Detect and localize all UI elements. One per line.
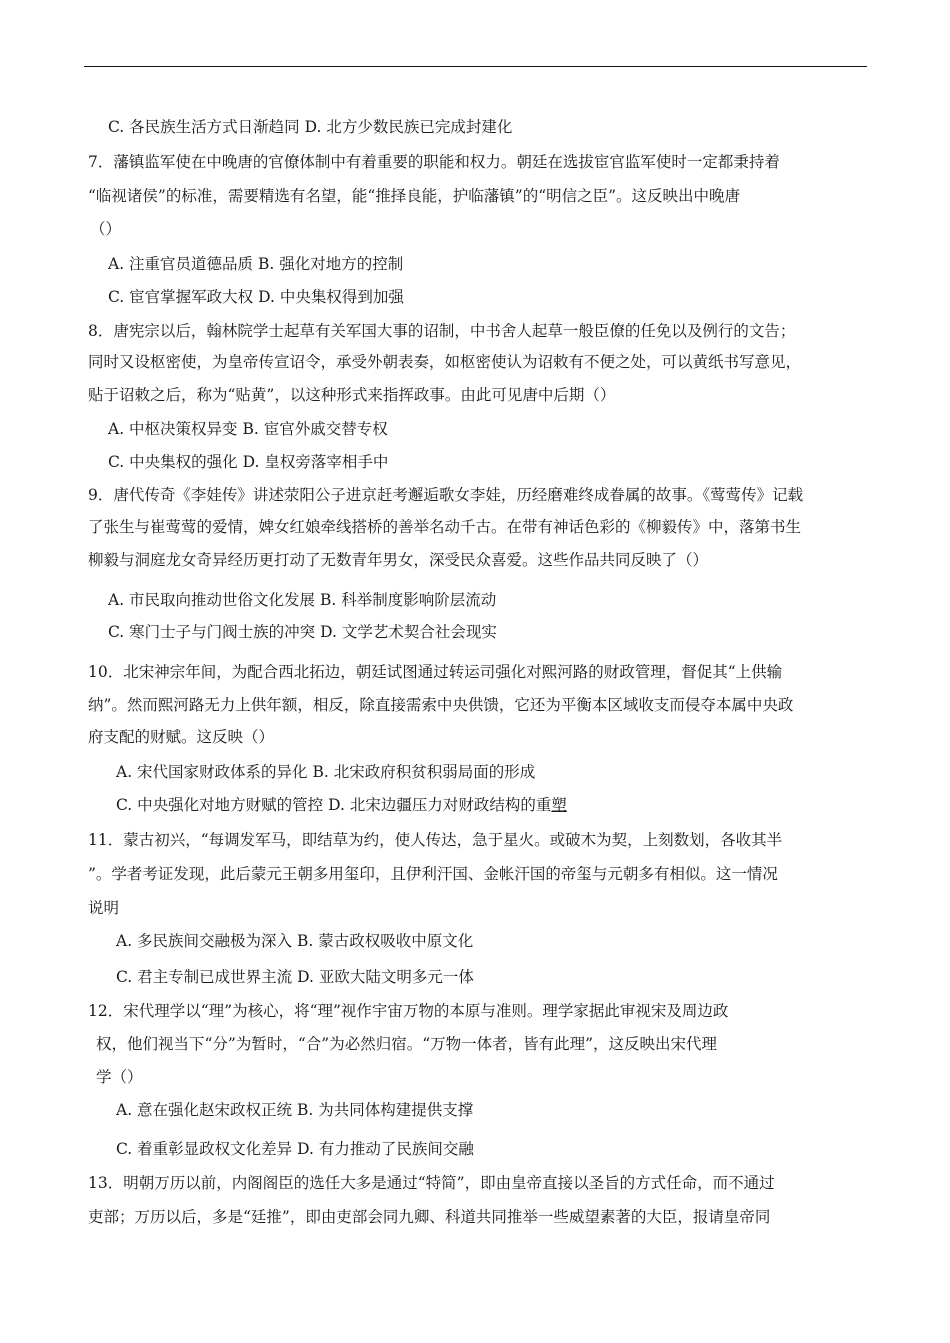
q10-stem-line-1: 10．北宋神宗年间，为配合西北拓边，朝廷试图通过转运司强化对熙河路的财政管理，督促其“上供输 (88, 663, 783, 681)
q13-stem-line-1: 13．明朝万历以前，内阁阁臣的选任大多是通过“特简”，即由皇帝直接以圣旨的方式任命，而不通过 (88, 1174, 775, 1192)
q13-stem-line-2: 吏部；万历以后，多是“廷推”，即由吏部会同九卿、科道共同推举一些威望素著的大臣，报请皇帝同 (88, 1208, 771, 1226)
q10-options-ab: A. 宋代国家财政体系的异化 B. 北宋政府积贫积弱局面的形成 (116, 763, 536, 781)
q9-stem-line-3: 柳毅与洞庭龙女奇异经历更打动了无数青年男女，深受民众喜爱。这些作品共同反映了（） (88, 551, 709, 569)
q12-stem-line-2: 权，他们视当下“分”为暂时，“合”为必然归宿。“万物一体者，皆有此理”，这反映出宋代理 (96, 1035, 718, 1053)
q11-options-cd: C. 君主专制已成世界主流 D. 亚欧大陆文明多元一体 (116, 968, 474, 986)
q11-stem-line-1: 11．蒙古初兴，“每调发军马，即结草为约，使人传达，急于星火。或破木为契，上刻数划，各收其半 (88, 831, 783, 849)
q9-stem-line-2: 了张生与崔莺莺的爱情，婢女红娘牵线搭桥的善举名动千古。在带有神话色彩的《柳毅传》中，落第书生 (88, 518, 802, 536)
q7-stem-line-1: 7．藩镇监军使在中晚唐的官僚体制中有着重要的职能和权力。朝廷在选拔宦官监军使时一定都秉持着 (88, 153, 780, 171)
q7-stem-line-3: （） (90, 220, 122, 238)
q12-stem-line-1: 12．宋代理学以“理”为核心，将“理”视作宇宙万物的本原与准则。理学家据此审视宋及周边政 (88, 1002, 729, 1020)
q8-stem-line-1: 8．唐宪宗以后，翰林院学士起草有关军国大事的诏制，中书舍人起草一般臣僚的任免以及例行的文告； (88, 322, 796, 340)
q7-options-ab: A. 注重官员道德品质 B. 强化对地方的控制 (108, 255, 404, 273)
q8-stem-line-3: 贴于诏敕之后，称为“贴黄”，以这种形式来指挥政事。由此可见唐中后期（） (88, 386, 616, 404)
q7-stem-line-2: “临视诸侯”的标准，需要精选有名望，能“推择良能，护临藩镇”的“明信之臣”。这反映出中晚唐 (88, 187, 741, 205)
q9-options-cd: C. 寒门士子与门阀士族的冲突 D. 文学艺术契合社会现实 (108, 623, 497, 641)
q10-options-cd: C. 中央强化对地方财赋的管控 D. 北宋边疆压力对财政结构的重塑 (116, 796, 567, 814)
q7-options-cd: C. 宦官掌握军政大权 D. 中央集权得到加强 (108, 288, 404, 306)
q8-options-cd: C. 中央集权的强化 D. 皇权旁落宰相手中 (108, 453, 389, 471)
q9-stem-line-1: 9．唐代传奇《李娃传》讲述荥阳公子进京赶考邂逅歌女李娃，历经磨难终成眷属的故事。《莺莺传》记载 (88, 486, 804, 504)
q9-options-ab: A. 市民取向推动世俗文化发展 B. 科举制度影响阶层流动 (108, 591, 497, 609)
q12-stem-line-3: 学（） (96, 1068, 143, 1086)
q12-options-ab: A. 意在强化赵宋政权正统 B. 为共同体构建提供支撑 (116, 1101, 474, 1119)
q12-options-cd: C. 着重彰显政权文化差异 D. 有力推动了民族间交融 (116, 1140, 474, 1158)
q6-options-cd: C. 各民族生活方式日渐趋同 D. 北方少数民族已完成封建化 (108, 118, 513, 136)
q11-options-ab: A. 多民族间交融极为深入 B. 蒙古政权吸收中原文化 (116, 932, 474, 950)
q10-stem-line-2: 纳”。然而熙河路无力上供年额，相反，除直接需索中央供馈，它还为平衡本区域收支而侵夺本属中央政 (88, 696, 794, 714)
header-rule (84, 66, 867, 67)
q8-options-ab: A. 中枢决策权异变 B. 宦官外戚交替专权 (108, 420, 388, 438)
q11-stem-line-2: ”。学者考证发现，此后蒙元王朝多用玺印，且伊利汗国、金帐汗国的帝玺与元朝多有相似。这一情况 (88, 865, 778, 883)
q11-stem-line-3: 说明 (88, 899, 120, 917)
q10-stem-line-3: 府支配的财赋。这反映（） (88, 728, 275, 746)
q8-stem-line-2: 同时又设枢密使，为皇帝传宣诏令，承受外朝表奏，如枢密使认为诏敕有不便之处，可以黄纸书写意见， (88, 353, 802, 371)
